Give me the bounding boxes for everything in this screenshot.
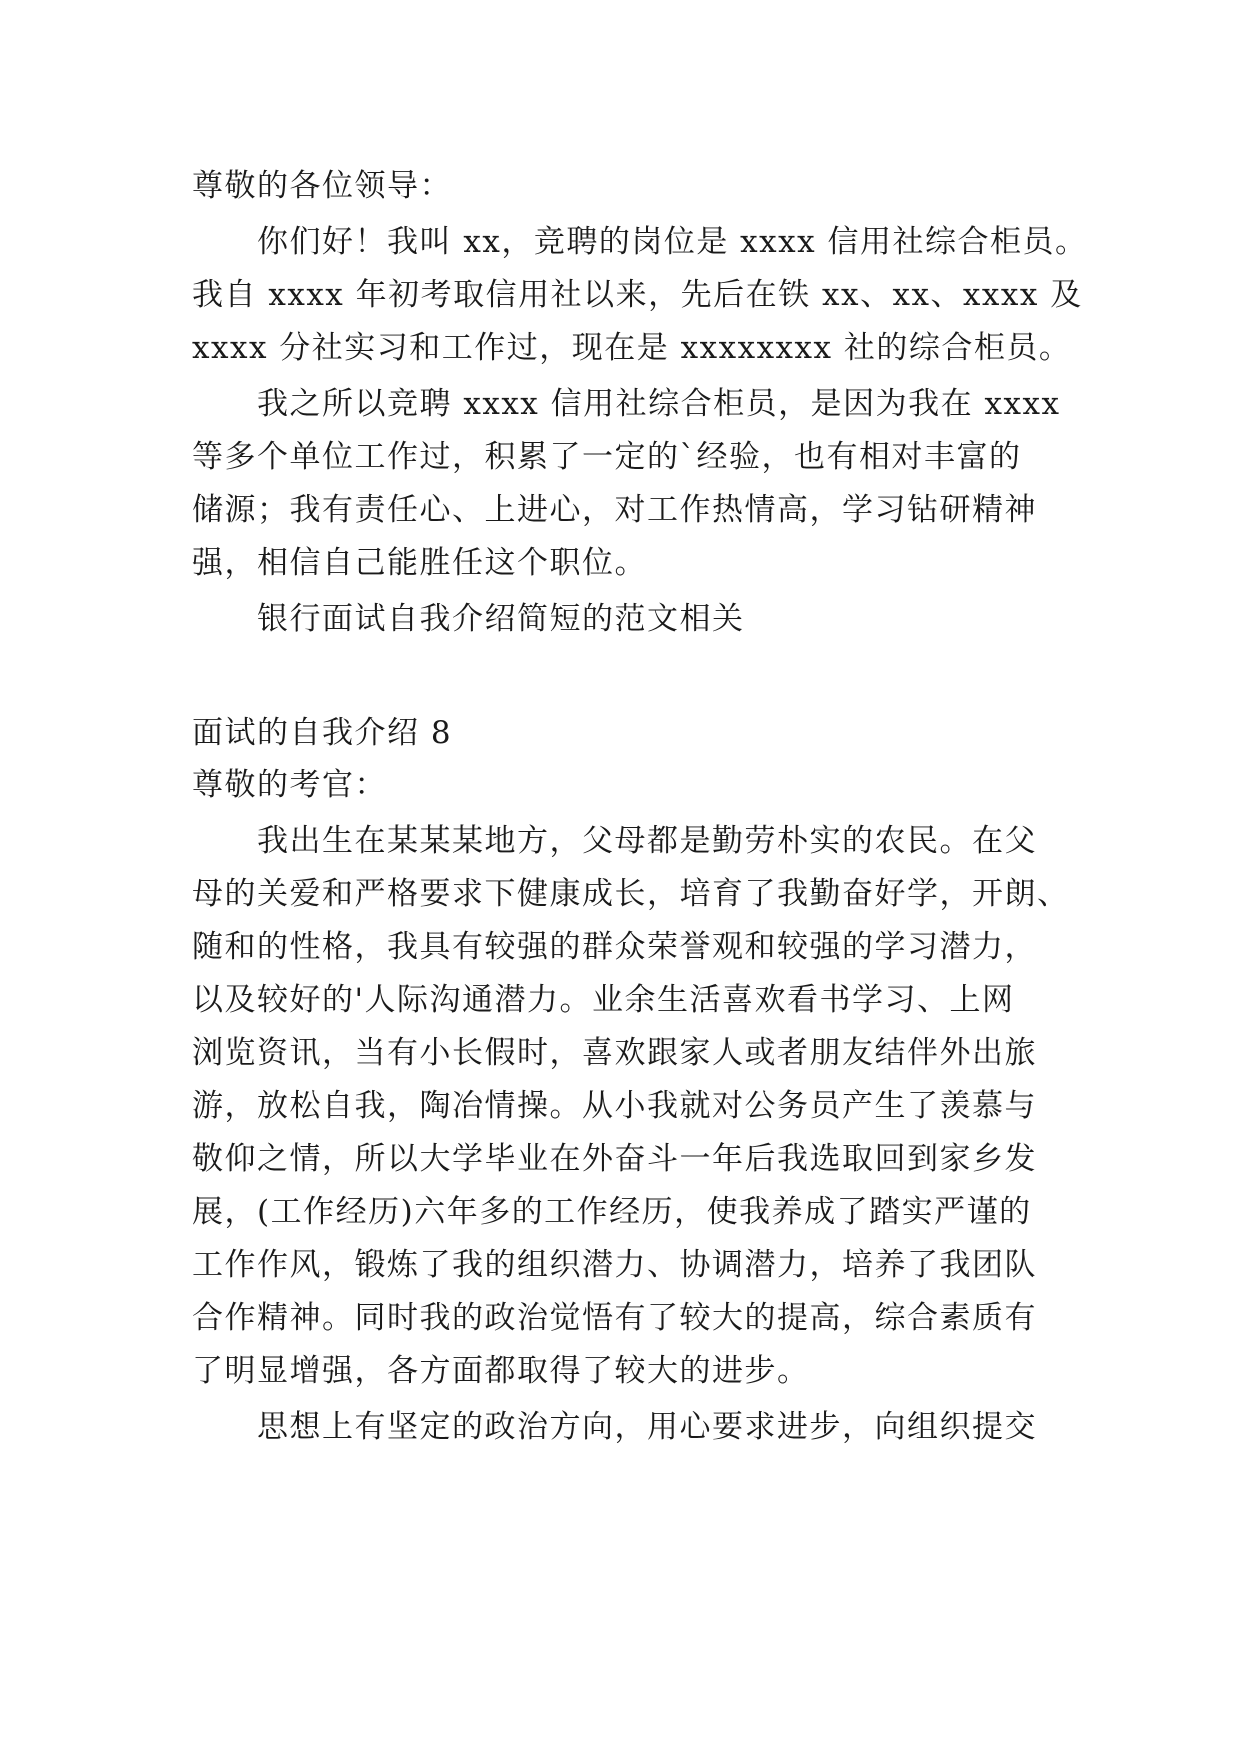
- paragraph-line: 我出生在某某某地方，父母都是勤劳朴实的农民。在父: [257, 823, 1037, 859]
- paragraph-line: 母的关爱和严格要求下健康成长，培育了我勤奋好学，开朗、: [192, 876, 1070, 912]
- paragraph-line: 储源；我有责任心、上进心，对工作热情高，学习钻研精神: [192, 492, 1037, 528]
- paragraph-line: 等多个单位工作过，积累了一定的`经验，也有相对丰富的: [192, 439, 1022, 475]
- salutation-examiner: 尊敬的考官：: [192, 767, 387, 803]
- paragraph-line: 强，相信自己能胜任这个职位。: [192, 545, 647, 581]
- section-heading: 面试的自我介绍 8: [192, 715, 453, 751]
- paragraph-line: 以及较好的'人际沟通潜力。业余生活喜欢看书学习、上网: [192, 982, 1015, 1018]
- related-link-text: 银行面试自我介绍简短的范文相关: [257, 601, 745, 637]
- paragraph-line: 我自 xxxx 年初考取信用社以来，先后在铁 xx、xx、xxxx 及: [192, 277, 1083, 313]
- paragraph-line: 我之所以竞聘 xxxx 信用社综合柜员，是因为我在 xxxx: [257, 386, 1061, 422]
- paragraph-line: xxxx 分社实习和工作过，现在是 xxxxxxxx 社的综合柜员。: [192, 330, 1072, 366]
- paragraph-line: 工作作风，锻炼了我的组织潜力、协调潜力，培养了我团队: [192, 1247, 1037, 1283]
- paragraph-line: 游，放松自我，陶冶情操。从小我就对公务员产生了羡慕与: [192, 1088, 1037, 1124]
- paragraph-line: 展，(工作经历)六年多的工作经历，使我养成了踏实严谨的: [192, 1194, 1032, 1230]
- paragraph-line: 合作精神。同时我的政治觉悟有了较大的提高，综合素质有: [192, 1300, 1037, 1336]
- paragraph-line: 了明显增强，各方面都取得了较大的进步。: [192, 1353, 810, 1389]
- paragraph-line: 思想上有坚定的政治方向，用心要求进步，向组织提交: [257, 1409, 1037, 1445]
- paragraph-line: 敬仰之情，所以大学毕业在外奋斗一年后我选取回到家乡发: [192, 1141, 1037, 1177]
- paragraph-line: 浏览资讯，当有小长假时，喜欢跟家人或者朋友结伴外出旅: [192, 1035, 1037, 1071]
- salutation-leaders: 尊敬的各位领导：: [192, 168, 452, 204]
- paragraph-line: 随和的性格，我具有较强的群众荣誉观和较强的学习潜力，: [192, 929, 1037, 965]
- paragraph-line: 你们好！我叫 xx，竞聘的岗位是 xxxx 信用社综合柜员。: [257, 224, 1088, 260]
